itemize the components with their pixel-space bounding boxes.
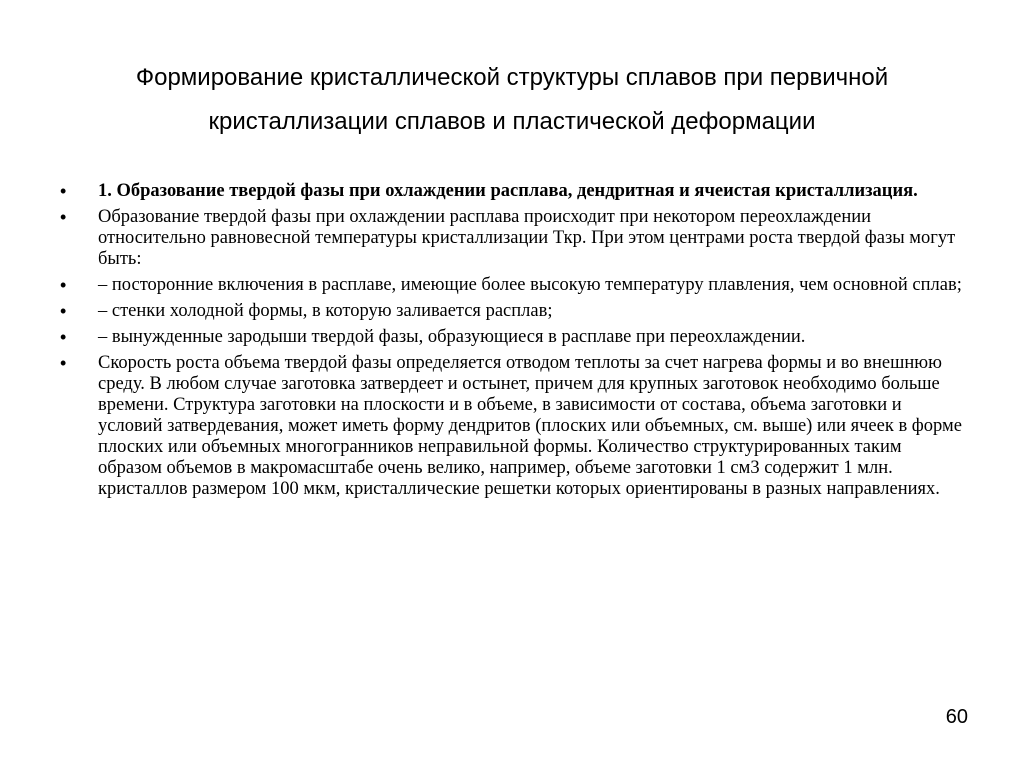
bullet-item <box>60 275 970 296</box>
slide-title-line-2: кристаллизации сплавов и пластической деформации <box>208 108 816 135</box>
slide-title-line-1: Формирование кристаллической структуры сплавов при первичной <box>135 64 889 91</box>
bullet-text: 1. Образование твердой фазы при охлаждении расплава, дендритная и ячеистая кристаллизация. <box>98 181 918 201</box>
bullet-dot: • <box>60 353 67 373</box>
bullet-dot: • <box>60 181 67 201</box>
bullet-dot: • <box>60 301 67 321</box>
bullet-text: – посторонние включения в расплаве, имеющие более высокую температуру плавления, чем основной сплав; <box>98 275 962 295</box>
page-number: 60 <box>945 706 968 728</box>
bullet-list <box>60 181 970 505</box>
bullet-item <box>60 301 970 322</box>
bullet-dot: • <box>60 275 67 295</box>
bullet-text: – вынужденные зародыши твердой фазы, образующиеся в расплаве при переохлаждении. <box>98 327 806 347</box>
bullet-item <box>60 327 970 348</box>
bullet-text: Скорость роста объема твердой фазы определяется отводом теплоты за счет нагрева формы и во внешнюю среду. В любом случае заготовка затвердеет и остынет, причем для крупных заготовок необходимо больше времени. Структура заготовки на плоскости и в объеме, в зависимости от состава, объема заготовки и условий затвердевания, может иметь форму дендритов (плоских или объемных, см. выше) или ячеек в форме плоских или объемных многогранников неправильной формы. Количество структурированных таким образом объемов в макромасштабе очень велико, например, объеме заготовки 1 см3 содержит 1 млн. кристаллов размером 100 мкм, кристаллические решетки которых ориентированы в разных направлениях. <box>98 353 962 499</box>
bullet-item-heading <box>60 181 970 202</box>
slide-title <box>40 56 984 144</box>
bullet-item <box>60 207 970 270</box>
bullet-text: Образование твердой фазы при охлаждении расплава происходит при некотором переохлаждении относительно равновесной температуры кристаллизации Ткр. При этом центрами роста твердой фазы могут быть: <box>98 207 956 269</box>
bullet-dot: • <box>60 327 67 347</box>
bullet-dot: • <box>60 207 67 227</box>
bullet-text: – стенки холодной формы, в которую заливается расплав; <box>98 301 553 321</box>
bullet-item <box>60 353 970 500</box>
